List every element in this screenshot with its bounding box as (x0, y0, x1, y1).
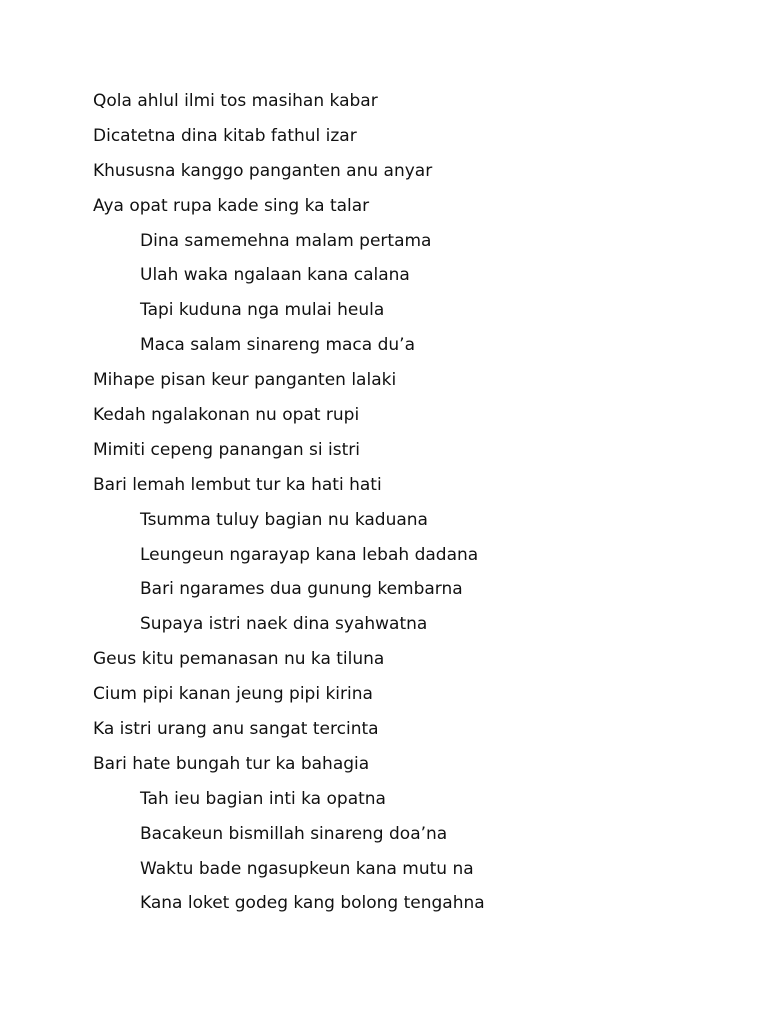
poem-line: Cium pipi kanan jeung pipi kirina (93, 684, 373, 705)
poem-line-indented: Tsumma tuluy bagian nu kaduana (140, 509, 428, 530)
poem-line-indented: Bari ngarames dua gunung kembarna (140, 579, 463, 600)
poem-line-indented: Supaya istri naek dina syahwatna (140, 614, 428, 635)
poem-line: Khususna kanggo panganten anu anyar (93, 160, 433, 181)
poem-line-indented: Ulah waka ngalaan kana calana (140, 265, 410, 286)
poem-line: Aya opat rupa kade sing ka talar (93, 195, 370, 216)
poem-line: Bari hate bungah tur ka bahagia (93, 753, 370, 774)
poem-line: Geus kitu pemanasan nu ka tiluna (93, 649, 385, 670)
poem-line: Mimiti cepeng panangan si istri (93, 439, 360, 460)
poem-line-indented: Tah ieu bagian inti ka opatna (140, 788, 386, 809)
poem-line-indented: Maca salam sinareng maca du’a (140, 335, 415, 356)
poem-line: Bari lemah lembut tur ka hati hati (93, 474, 382, 495)
poem-line: Dicatetna dina kitab fathul izar (93, 125, 357, 146)
poem-text (93, 84, 485, 921)
poem-line-indented: Tapi kuduna nga mulai heula (140, 300, 385, 321)
poem-line: Ka istri urang anu sangat tercinta (93, 719, 379, 740)
poem-line: Qola ahlul ilmi tos masihan kabar (93, 91, 378, 111)
poem-line-indented: Leungeun ngarayap kana lebah dadana (140, 544, 479, 565)
poem-line: Kedah ngalakonan nu opat rupi (93, 405, 360, 426)
poem-line-indented: Kana loket godeg kang bolong tengahna (140, 893, 485, 914)
poem-line-indented: Dina samemehna malam pertama (140, 230, 432, 251)
poem-line-indented: Waktu bade ngasupkeun kana mutu na (140, 858, 474, 879)
poem-line: Mihape pisan keur panganten lalaki (93, 370, 397, 391)
poem-line-indented: Bacakeun bismillah sinareng doa’na (140, 823, 448, 844)
